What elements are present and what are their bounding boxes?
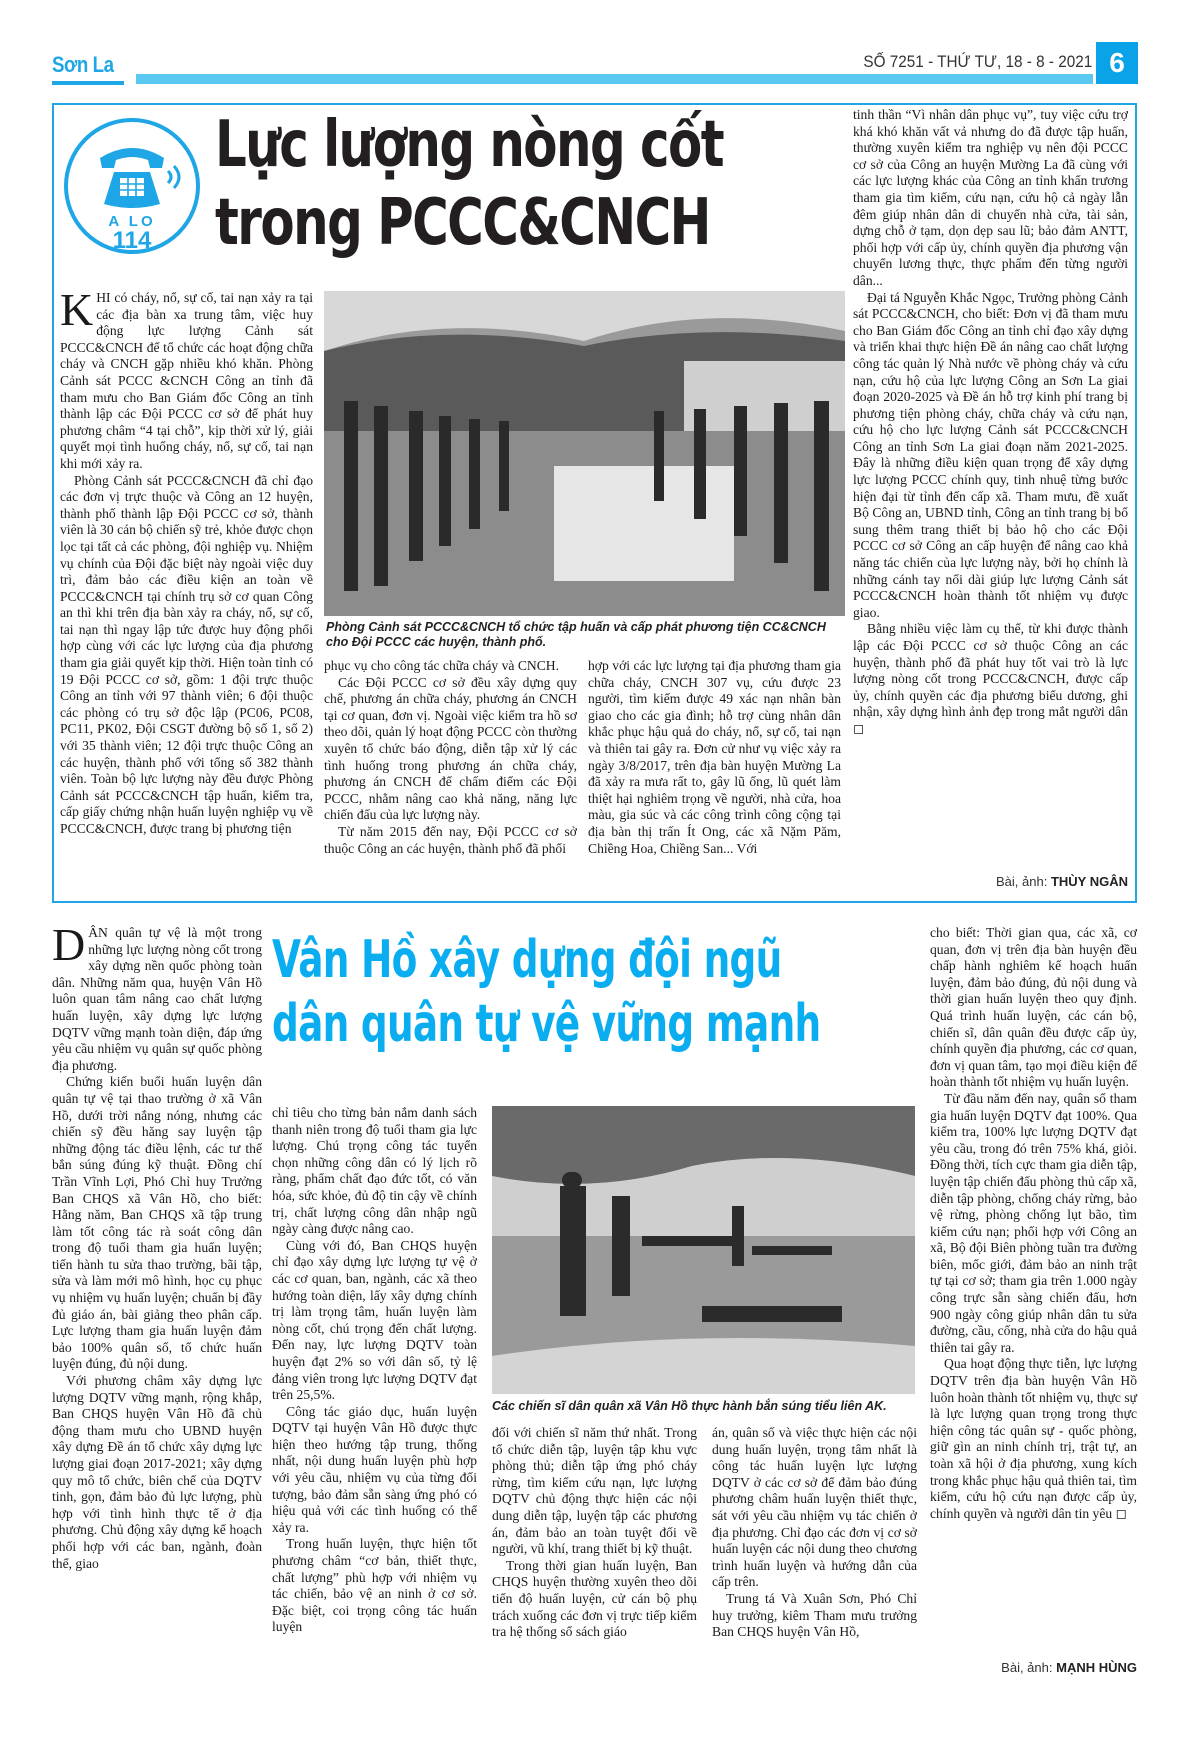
paragraph: án, quân số và việc thực hiện các nội dung huấn luyện, trọng tâm nhất là công tác huấn luyện lực lượng DQTV ở các cơ sở để đảm bảo đúng phương châm huấn luyện thiết thực, sát với yêu cầu nhiệm vụ tác chiến ở địa phương. Chỉ đạo các đơn vị cơ sở huấn luyện các nội dung theo chương trình huấn luyện và hướng dẫn của cấp trên. <box>712 1425 917 1590</box>
paragraph: Qua hoạt động thực tiễn, lực lượng DQTV trên địa bàn huyện Vân Hồ luôn hoàn thành tốt nhiệm vụ, thực sự là lực lượng quan trọng trong thực hiện công tác quân sự - quốc phòng, giữ gìn an ninh chính trị, trật tự, an toàn xã hội ở địa phương, xung kích trong khắc phục hậu quả thiên tai, tìm kiếm, cứu hộ cứu nạn được cấp ủy, chính quyền và người dân tin yêu ◻ <box>930 1356 1137 1521</box>
article2-column-1 <box>52 919 262 1572</box>
article1-title-line1: Lực lượng nòng cốt <box>215 108 724 182</box>
article2-column-3 <box>492 1425 697 1641</box>
article1-title-line2: trong PCCC&CNCH <box>215 186 710 260</box>
paragraph: Phòng Cảnh sát PCCC&CNCH đã chỉ đạo các đơn vị trực thuộc và Công an 12 huyện, thành phố thành lập Đội PCCC cơ sở, thành viên là 30 cán bộ chiến sỹ trẻ, khỏe được chọn lọc tại tất cả các phòng, đội nghiệp vụ. Nhiệm vụ chính của Đội đặc biệt này ngoài việc duy trì, đảm bảo các điều kiện an toàn về PCCC&CNCH tại chính trụ sở cơ quan Công an thì khi trên địa bàn xảy ra cháy, nổ, sự cố, tai nạn thì ngay lập tức được huy động phối hợp cùng với các lực lượng của địa phương tham gia giải quyết kịp thời. Hiện toàn tỉnh có 19 Đội PCCC cơ sở, gồm: 1 đội trực thuộc Công an tỉnh với 97 thành viên; 6 đội thuộc các phòng có trụ sở độc lập (PC06, PC08, PC11, PK02, Đội CSGT đường bộ số 1, số 2) với 35 thành viên; 12 đội trực thuộc Công an các huyện, thành phố với tổng số 382 thành viên. Toàn bộ lực lượng này đều được Phòng Cảnh sát PCCC&CNCH tập huấn, kiểm tra, cấp giấy chứng nhận huấn luyện nghiệp vụ về PCCC&CNCH, được trang bị phương tiện <box>60 472 313 836</box>
paragraph: Đại tá Nguyễn Khắc Ngọc, Trưởng phòng Cảnh sát PCCC&CNCH, cho biết: Đơn vị đã tham mưu cho Ban Giám đốc Công an tỉnh chỉ đạo xây dựng và triển khai thực hiện Đề án nâng cao chất lượng công tác quản lý Nhà nước về phòng cháy và cứu nạn, cứu hộ của lực lượng Công an Sơn La giai đoạn 2020-2025 và Đề án hỗ trợ kinh phí trang bị phương tiện phòng cháy, chữa cháy và cứu nạn, cứu hộ cho lực lượng Cảnh sát PCCC&CNCH Công an tỉnh Sơn La giai đoạn năm 2021-2025. Đây là những điều kiện quan trọng để xây dựng lực lượng PCCC chính quy, tinh nhuệ từng bước hiện đại từ tỉnh đến cấp xã. Tham mưu, đề xuất Bộ Công an, UBND tỉnh, Công an tỉnh trang bị bổ sung thêm trang thiết bị bảo hộ cho các Đội PCCC cơ sở Công an cấp huyện để nâng cao khả năng tác chiến của lực lượng này, bởi họ chính là những cánh tay nối dài giúp lực lượng Cảnh sát PCCC&CNCH hoàn thành tốt nhiệm vụ được giao. <box>853 289 1128 620</box>
byline-label: Bài, ảnh: <box>1001 1660 1057 1675</box>
paragraph: Bằng nhiều việc làm cụ thể, từ khi được thành lập các Đội PCCC cơ sở thuộc Công an các huyện, thành phố đã phát huy tốt vai trò là lực lượng nòng cốt trong PCCC&CNCH, được cấp ủy, chính quyền các địa phương biểu dương, ghi nhận, xây dựng hình ảnh đẹp trong mắt người dân ◻ <box>853 621 1128 736</box>
article2-column-4 <box>712 1425 917 1641</box>
article2-title <box>272 928 820 1056</box>
paragraph: Chứng kiến buổi huấn luyện dân quân tự vệ tại thao trường ở xã Vân Hồ, dưới trời nắng nóng, nhưng các chiến sỹ đều hăng say luyện tập những động tác điều lệnh, các tư thế bắn súng đúng kỹ thuật. Đồng chí Trần Vĩnh Lợi, Phó Chỉ huy Trưởng Ban CHQS xã Vân Hồ, cho biết: Hằng năm, Ban CHQS xã tập trung làm tốt công tác rà soát công dân trong độ tuổi tham gia huấn luyện; tiến hành tu sửa thao trường, bãi tập, sửa và làm mới mô hình, học cụ phục vụ nhiệm vụ huấn luyện; chuẩn bị đầy đủ giáo án, bài giảng theo phân cấp. Lực lượng tham gia huấn luyện đảm bảo 100% quân số, tổ chức huấn luyện đúng, đủ nội dung. <box>52 1074 262 1372</box>
article1-column-2 <box>324 658 577 857</box>
page-number: 6 <box>1096 42 1138 84</box>
article2-title-line2: dân quân tự vệ vững mạnh <box>272 994 821 1054</box>
byline-author: MẠNH HÙNG <box>1056 1660 1137 1675</box>
paragraph: Công tác giáo dục, huấn luyện DQTV tại huyện Vân Hồ được thực hiện theo hướng tập trung, thống nhất, nội dung huấn luyện phù hợp với yêu cầu, nhiệm vụ của từng đối tượng, bảo đảm sẵn sàng ứng phó có hiệu quả với các tình huống có thể xảy ra. <box>272 1403 477 1535</box>
dropcap: K <box>60 284 94 335</box>
paragraph: tinh thần “Vì nhân dân phục vụ”, tuy việc cứu trợ khá khó khăn vất vả nhưng do đã được tập huấn, thường xuyên kiểm tra nghiệp vụ nên đội PCCC cơ sở của Công an huyện Mường La đã cùng với các lực lượng khác của Công an tỉnh khẩn trương tham gia tìm kiếm, cứu nạn, cứu hộ cả ngày lẫn đêm giúp nhân dân di chuyển nhà cửa, tài sản, dựng chỗ ở tạm, dọn dẹp sau lũ; bảo đảm ANTT, phối hợp với cấp ủy, chính quyền địa phương vận chuyển lương thực, thực phẩm đến từng người dân... <box>853 107 1128 288</box>
article2-byline <box>930 1660 1137 1675</box>
article1-byline <box>853 874 1128 889</box>
article1-photo-caption: Phòng Cảnh sát PCCC&CNCH tổ chức tập huấn và cấp phát phương tiện CC&CNCH cho Đội PCCC các huyện, thành phố. <box>326 620 826 649</box>
byline-author: THÙY NGÂN <box>1050 874 1128 889</box>
article2-title-line1: Vân Hồ xây dựng đội ngũ <box>272 930 782 990</box>
article2-photo <box>492 1106 915 1394</box>
paragraph: hợp với các lực lượng tại địa phương tham gia chữa cháy, CNCH 307 vụ, cứu được 23 người, tìm kiếm được 49 xác nạn nhân bàn giao cho các gia đình; hỗ trợ cùng nhân dân khắc phục hậu quả do cháy, nổ, sự cố, tai nạn và thiên tai gây ra. Đơn cử như vụ việc xảy ra ngày 3/8/2017, trên địa bàn huyện Mường La đã xảy ra mưa rất to, gây lũ ống, lũ quét làm thiệt hại nghiêm trọng về người, nhà cửa, hoa màu, gia súc và các công trình công cộng tại địa bàn thị trấn Ít Ong, các xã Nặm Păm, Chiềng Hoa, Chiềng San... Với <box>588 658 841 856</box>
logo-text-alo: A LO <box>108 213 156 230</box>
article1-column-3 <box>588 658 841 857</box>
section-underline <box>52 81 124 85</box>
article2-column-2 <box>272 1105 477 1636</box>
paragraph: KHI có cháy, nổ, sự cố, tai nạn xảy ra tại các địa bàn xa trung tâm, việc huy động lực lượng Cảnh sát PCCC&CNCH để tổ chức các hoạt động chữa cháy và CNCH gặp nhiều khó khăn. Phòng Cảnh sát PCCC &CNCH Công an tỉnh đã tham mưu cho Ban Giám đốc Công an tỉnh thành lập các Đội PCCC cơ sở để phát huy phương châm “4 tại chỗ”, kịp thời xử lý, giải quyết mọi tình huống cháy, nổ, sự cố, tai nạn khi mới xảy ra. <box>60 284 313 471</box>
paragraph: Trong huấn luyện, thực hiện tốt phương châm “cơ bản, thiết thực, chất lượng” phù hợp với nhiệm vụ tác chiến, bảo vệ an ninh ở cơ sở. Đặc biệt, coi trọng công tác huấn luyện <box>272 1536 477 1635</box>
paragraph: Trong thời gian huấn luyện, Ban CHQS huyện thường xuyên theo dõi tiến độ huấn luyện, cử cán bộ phụ trách xuống các đơn vị trực tiếp kiểm tra hệ thống sổ sách giáo <box>492 1557 697 1640</box>
article1-column-1 <box>60 284 313 838</box>
paragraph: Các Đội PCCC cơ sở đều xây dựng quy chế, phương án chữa cháy, phương án CNCH tại cơ quan, đơn vị. Ngoài việc kiểm tra hồ sơ theo dõi, quản lý hoạt động PCCC còn thường xuyên tổ chức báo động, diễn tập xử lý các tình huống trong phương án chữa cháy, phương án CNCH để chấm điểm các Đội PCCC, nhằm nâng cao khả năng, năng lực chiến đấu của lực lượng này. <box>324 674 577 823</box>
article2-column-5 <box>930 925 1137 1522</box>
article1-column-4 <box>853 107 1128 738</box>
paragraph: Cùng với đó, Ban CHQS huyện chỉ đạo xây dựng lực lượng tự vệ ở các cơ quan, ban, ngành, các xã theo hướng toàn diện, lấy xây dựng chính trị làm trọng tâm, huấn luyện làm nòng cốt, chú trọng đến chất lượng. Đến nay, lực lượng DQTV toàn huyện đạt 2% so với dân số, tỷ lệ đảng viên trong lực lượng DQTV đạt trên 25,5%. <box>272 1237 477 1403</box>
paragraph: đối với chiến sĩ năm thứ nhất. Trong tổ chức diễn tập, luyện tập khu vực phòng thủ; diễn tập ứng phó cháy rừng, tìm kiếm cứu nạn, lực lượng DQTV chủ động thực hiện các nội dung diễn tập, luyện tập các phương án, đảm bảo an toàn tuyệt đối về người, vũ khí, trang thiết bị kỹ thuật. <box>492 1425 697 1557</box>
issue-date: SỐ 7251 - THỨ TƯ, 18 - 8 - 2021 <box>863 52 1092 71</box>
alo-114-logo <box>62 116 202 256</box>
article2-photo-caption: Các chiến sĩ dân quân xã Vân Hồ thực hành bắn súng tiểu liên AK. <box>492 1399 887 1413</box>
paragraph: Từ đầu năm đến nay, quân số tham gia huấn luyện DQTV đạt 100%. Qua kiểm tra, 100% lực lượng DQTV đạt yêu cầu, trong đó trên 75% khá, giỏi. Đồng thời, tích cực tham gia diễn tập, luyện tập chiến đấu phòng thủ cấp xã, diễn tập phòng, chống cháy rừng, bảo vệ rừng, phòng chống lụt bão, tìm kiếm cứu nạn; phối hợp với Công an xã, Bộ đội Biên phòng tuần tra đường biên, mốc giới, đảm bảo an ninh trật tự tại cơ sở; tham gia trên 1.000 ngày công trực sẵn sàng chiến đấu, hơn 900 ngày công giúp nhân dân tu sửa đường, cầu, cống, nhà cửa do hậu quả thiên tai gây ra. <box>930 1090 1137 1355</box>
article1-photo <box>324 291 845 616</box>
paragraph: phục vụ cho công tác chữa cháy và CNCH. <box>324 658 559 673</box>
paragraph: DÂN quân tự vệ là một trong những lực lượng nòng cốt trong xây dựng nền quốc phòng toàn dân. Những năm qua, huyện Vân Hồ luôn quan tâm nâng cao chất lượng huấn luyện, xây dựng lực lượng DQTV vững mạnh toàn diện, đáp ứng yêu cầu nhiệm vụ quân sự quốc phòng địa phương. <box>52 919 262 1073</box>
paragraph: Trung tá Và Xuân Sơn, Phó Chỉ huy trưởng, kiêm Tham mưu trưởng Ban CHQS huyện Vân Hồ, <box>712 1590 917 1640</box>
header-bar <box>136 74 1093 84</box>
dropcap: D <box>52 919 86 970</box>
section-name: Sơn La <box>52 52 114 77</box>
byline-label: Bài, ảnh: <box>996 874 1051 889</box>
telephone-icon <box>62 116 202 256</box>
paragraph: chỉ tiêu cho từng bản nắm danh sách thanh niên trong độ tuổi tham gia lực lượng. Chú trọng công tác tuyển chọn những công dân có lý lịch rõ ràng, phẩm chất đạo đức tốt, có văn hóa, sức khỏe, đủ độ tin cậy về chính trị, chất lượng công dân nhập ngũ ngày càng được nâng cao. <box>272 1105 477 1237</box>
paragraph: Với phương châm xây dựng lực lượng DQTV vững mạnh, rộng khắp, Ban CHQS huyện Vân Hồ đã chủ động tham mưu cho UBND huyện xây dựng Đề án tổ chức xây dựng lực lượng giai đoạn 2017-2021; xây dựng quy mô tổ chức, biên chế của DQTV tinh, gọn, đảm bảo đủ lực lượng, phù hợp với tình hình thực tế ở địa phương. Chủ động xây dựng kế hoạch phối hợp với các ban, ngành, đoàn thể, giao <box>52 1373 262 1571</box>
logo-text-114: 114 <box>112 227 152 254</box>
paragraph: cho biết: Thời gian qua, các xã, cơ quan, đơn vị trên địa bàn huyện đều chấp hành nghiêm kế hoạch huấn luyện, đảm bảo đúng, đủ nội dung và thời gian huấn luyện theo quy định. Quá trình huấn luyện, các cán bộ, chiến sĩ, dân quân đều được cấp ủy, chính quyền địa phương, các cơ quan, đơn vị quan tâm, tạo mọi điều kiện để hoàn thành tốt nhiệm vụ huấn luyện. <box>930 925 1137 1090</box>
article1-title <box>215 106 723 262</box>
paragraph: Từ năm 2015 đến nay, Đội PCCC cơ sở thuộc Công an các huyện, thành phố đã phối <box>324 823 577 856</box>
